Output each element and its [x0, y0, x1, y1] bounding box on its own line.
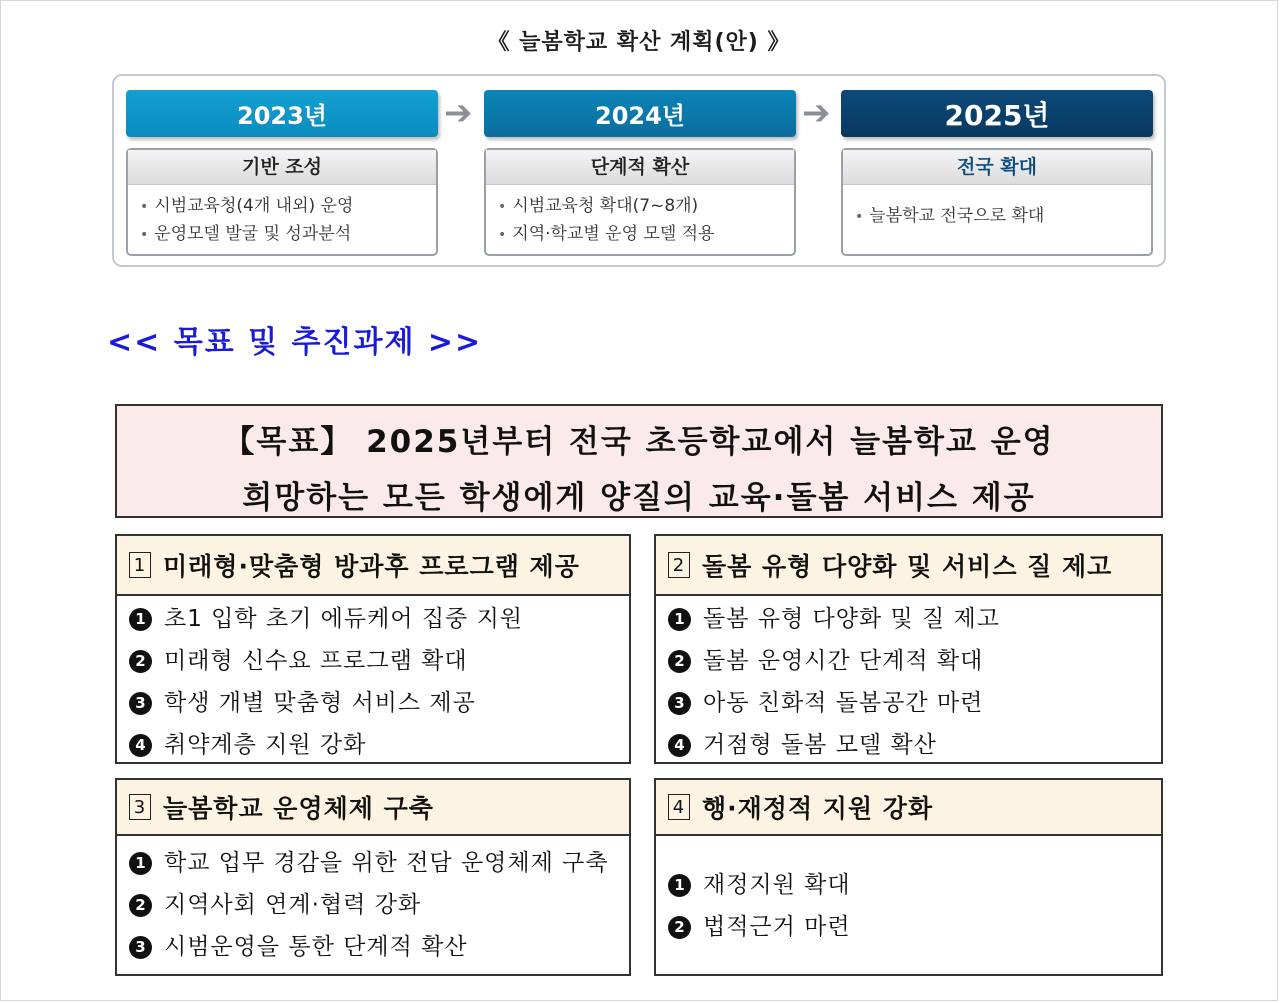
task-box-4: [654, 778, 1163, 976]
task-title: 1 미래형·맞춤형 방과후 프로그램 제공: [117, 536, 629, 596]
arrow-right-icon: ➔: [802, 93, 831, 133]
number-circle-icon: 1: [129, 852, 152, 875]
list-item: 2 지역사회 연계·협력 강화: [129, 884, 629, 926]
plan-title: 《 늘봄학교 확산 계획(안) 》: [487, 30, 791, 55]
goal-box: [115, 404, 1163, 518]
task-number-box: 4: [668, 794, 690, 820]
task-title: 4 행·재정적 지원 강화: [656, 780, 1161, 836]
arrow-right-icon: ➔: [444, 93, 473, 133]
year-2024: 2024년: [484, 90, 796, 137]
list-item: 2 법적근거 마련: [668, 906, 1161, 948]
number-circle-icon: 3: [129, 936, 152, 959]
number-circle-icon: 1: [668, 874, 691, 897]
list-item: 3 시범운영을 통한 단계적 확산: [129, 926, 629, 968]
task-list: [117, 596, 629, 766]
task-number-box: 2: [668, 552, 690, 578]
stage-title: 단계적 확산: [486, 150, 794, 185]
list-item: 4 거점형 돌봄 모델 확산: [668, 724, 1161, 766]
year-2023: 2023년: [126, 90, 438, 137]
goal-line-2: 희망하는 모든 학생에게 양질의 교육·돌봄 서비스 제공: [242, 480, 1036, 516]
task-list: [117, 836, 629, 968]
number-circle-icon: 3: [668, 692, 691, 715]
number-circle-icon: 2: [668, 916, 691, 939]
bullet-dot-icon: •: [855, 209, 864, 225]
task-list: [656, 596, 1161, 766]
list-item: 2 미래형 신수요 프로그램 확대: [129, 640, 629, 682]
timeline-panel: [112, 74, 1166, 267]
number-circle-icon: 3: [129, 692, 152, 715]
stage-title: 전국 확대: [843, 150, 1151, 185]
task-box-1: [115, 534, 631, 764]
number-circle-icon: 2: [668, 650, 691, 673]
list-item: 2 돌봄 운영시간 단계적 확대: [668, 640, 1161, 682]
stage-card-2024: [484, 148, 796, 256]
number-circle-icon: 1: [668, 608, 691, 631]
task-number-box: 1: [129, 552, 151, 578]
stage-items: [486, 185, 794, 249]
stage-items: [128, 185, 436, 249]
stage-item: • 운영모델 발굴 및 성과분석: [140, 224, 352, 244]
number-circle-icon: 2: [129, 894, 152, 917]
bullet-dot-icon: •: [140, 199, 149, 215]
task-box-2: [654, 534, 1163, 764]
year-2025: 2025년: [841, 90, 1153, 137]
number-circle-icon: 1: [129, 608, 152, 631]
task-box-3: [115, 778, 631, 976]
number-circle-icon: 4: [668, 734, 691, 757]
bullet-dot-icon: •: [498, 199, 507, 215]
list-item: 4 취약계층 지원 강화: [129, 724, 629, 766]
list-item: 1 돌봄 유형 다양화 및 질 제고: [668, 598, 1161, 640]
stage-items: [843, 185, 1151, 231]
stage-item: • 늘봄학교 전국으로 확대: [855, 206, 1045, 226]
stage-title: 기반 조성: [128, 150, 436, 185]
number-circle-icon: 4: [129, 734, 152, 757]
list-item: 3 학생 개별 맞춤형 서비스 제공: [129, 682, 629, 724]
number-circle-icon: 2: [129, 650, 152, 673]
task-title: 2 돌봄 유형 다양화 및 서비스 질 제고: [656, 536, 1161, 596]
stage-card-2025: [841, 148, 1153, 256]
list-item: 1 학교 업무 경감을 위한 전담 운영체제 구축: [129, 842, 629, 884]
stage-item: • 시범교육청 확대(7~8개): [498, 196, 699, 216]
list-item: 1 초1 입학 초기 에듀케어 집중 지원: [129, 598, 629, 640]
task-title: 3 늘봄학교 운영체제 구축: [117, 780, 629, 836]
bullet-dot-icon: •: [498, 227, 507, 243]
stage-card-2023: [126, 148, 438, 256]
bullet-dot-icon: •: [140, 227, 149, 243]
stage-item: • 지역·학교별 운영 모델 적용: [498, 224, 715, 244]
task-list: [656, 836, 1161, 948]
list-item: 3 아동 친화적 돌봄공간 마련: [668, 682, 1161, 724]
list-item: 1 재정지원 확대: [668, 864, 1161, 906]
task-number-box: 3: [129, 794, 151, 820]
stage-item: • 시범교육청(4개 내외) 운영: [140, 196, 354, 216]
goals-heading: << 목표 및 추진과제 >>: [107, 325, 483, 360]
goal-line-1: 【목표】 2025년부터 전국 초등학교에서 늘봄학교 운영: [223, 424, 1055, 460]
